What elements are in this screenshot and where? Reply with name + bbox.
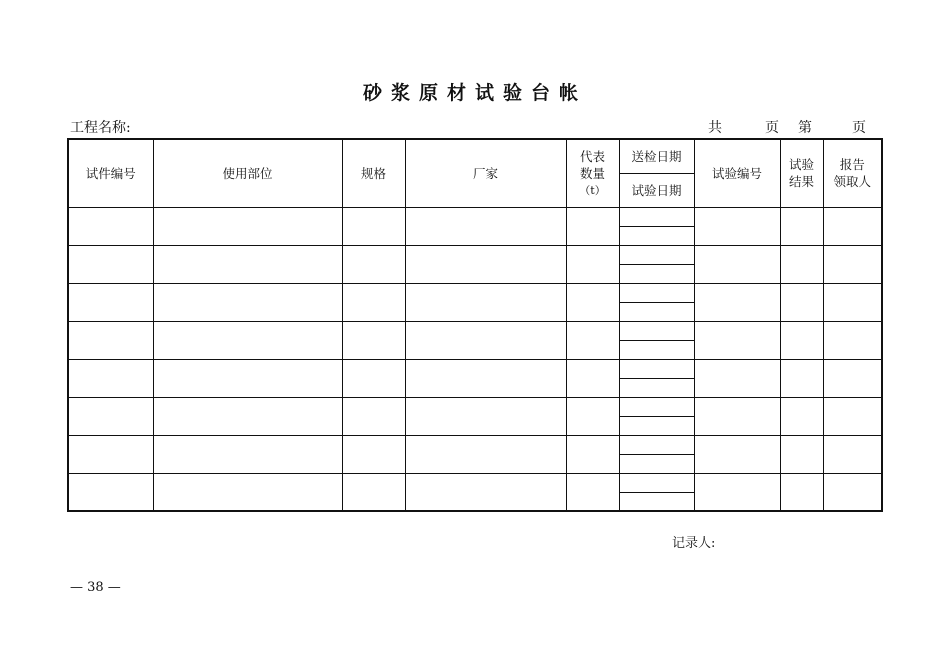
page-label: 页 [765, 120, 779, 136]
col-receiver-l1: 报告 [839, 157, 865, 173]
col-quantity-l1: 代表 [579, 148, 605, 164]
table-cell [405, 473, 566, 511]
table-cell [342, 359, 405, 397]
table-cell [566, 207, 619, 245]
page-title: 砂浆原材试验台帐 [362, 82, 587, 104]
send-date-cell [619, 397, 694, 416]
table-cell [694, 435, 780, 473]
table-cell [342, 245, 405, 283]
test-date-cell [619, 378, 694, 397]
col-sample-no: 试件编号 [68, 139, 153, 207]
table-cell [823, 321, 882, 359]
test-date-cell [619, 340, 694, 359]
col-result [780, 139, 823, 207]
table-cell [566, 283, 619, 321]
table-cell [405, 435, 566, 473]
send-date-cell [619, 435, 694, 454]
test-date-cell [619, 454, 694, 473]
table-cell [153, 397, 342, 435]
table-cell [153, 283, 342, 321]
col-manufacturer: 厂家 [405, 139, 566, 207]
table-cell [153, 359, 342, 397]
table-cell [694, 283, 780, 321]
page-number: — 38 — [70, 580, 121, 595]
table-row [68, 321, 882, 340]
table-cell [823, 283, 882, 321]
nth-label: 第 [798, 120, 812, 136]
table-row [68, 473, 882, 492]
header-row [68, 139, 882, 173]
table-cell [566, 321, 619, 359]
table-row [68, 245, 882, 264]
table-row [68, 435, 882, 454]
col-quantity-l2: 数量 [579, 165, 605, 181]
test-date-cell [619, 226, 694, 245]
table-cell [68, 321, 153, 359]
table-cell [342, 283, 405, 321]
table-cell [694, 473, 780, 511]
table-cell [780, 321, 823, 359]
table-cell [342, 397, 405, 435]
table-cell [780, 473, 823, 511]
table-cell [405, 321, 566, 359]
project-name-label: 工程名称: [70, 120, 131, 136]
col-send-date: 送检日期 [619, 139, 694, 173]
col-result-l2: 结果 [788, 174, 814, 190]
table-cell [153, 245, 342, 283]
table-cell [68, 207, 153, 245]
send-date-cell [619, 359, 694, 378]
table-cell [780, 359, 823, 397]
table-cell [823, 245, 882, 283]
table-cell [694, 245, 780, 283]
send-date-cell [619, 283, 694, 302]
send-date-cell [619, 321, 694, 340]
table-cell [823, 435, 882, 473]
test-date-cell [619, 264, 694, 283]
table-cell [780, 245, 823, 283]
table-cell [566, 435, 619, 473]
col-result-l1: 试验 [788, 157, 814, 173]
table-cell [823, 473, 882, 511]
col-test-date: 试验日期 [619, 173, 694, 207]
table-cell [68, 359, 153, 397]
table-row [68, 283, 882, 302]
ledger-table [67, 138, 883, 512]
table-cell [566, 397, 619, 435]
table-cell [153, 435, 342, 473]
send-date-cell [619, 245, 694, 264]
col-quantity-unit: （t） [579, 183, 606, 197]
table-cell [153, 207, 342, 245]
col-quantity [566, 139, 619, 207]
table-cell [342, 207, 405, 245]
table-cell [68, 245, 153, 283]
table-cell [405, 397, 566, 435]
table-cell [780, 283, 823, 321]
table-cell [68, 283, 153, 321]
table-cell [566, 245, 619, 283]
test-date-cell [619, 416, 694, 435]
col-spec: 规格 [342, 139, 405, 207]
table-cell [780, 207, 823, 245]
table-cell [566, 473, 619, 511]
table-cell [780, 435, 823, 473]
col-receiver-l2: 领取人 [833, 174, 871, 190]
col-test-no: 试验编号 [694, 139, 780, 207]
total-label: 共 [708, 120, 722, 136]
recorder-label: 记录人: [672, 536, 716, 551]
page-label-2: 页 [852, 120, 866, 136]
table-cell [342, 473, 405, 511]
table-cell [694, 397, 780, 435]
table-cell [342, 321, 405, 359]
send-date-cell [619, 473, 694, 492]
test-date-cell [619, 302, 694, 321]
table-cell [566, 359, 619, 397]
table-cell [694, 359, 780, 397]
table-cell [405, 359, 566, 397]
table-cell [153, 321, 342, 359]
table-cell [405, 207, 566, 245]
table-row [68, 359, 882, 378]
table-row [68, 207, 882, 226]
table-cell [780, 397, 823, 435]
table-cell [405, 283, 566, 321]
send-date-cell [619, 207, 694, 226]
table-cell [153, 473, 342, 511]
table-cell [68, 397, 153, 435]
col-location: 使用部位 [153, 139, 342, 207]
table-cell [68, 435, 153, 473]
table-cell [68, 473, 153, 511]
table-cell [694, 207, 780, 245]
table-cell [405, 245, 566, 283]
table-cell [823, 207, 882, 245]
table-cell [342, 435, 405, 473]
table-cell [823, 359, 882, 397]
table-row [68, 397, 882, 416]
col-receiver [823, 139, 882, 207]
table-cell [694, 321, 780, 359]
table-cell [823, 397, 882, 435]
test-date-cell [619, 492, 694, 511]
